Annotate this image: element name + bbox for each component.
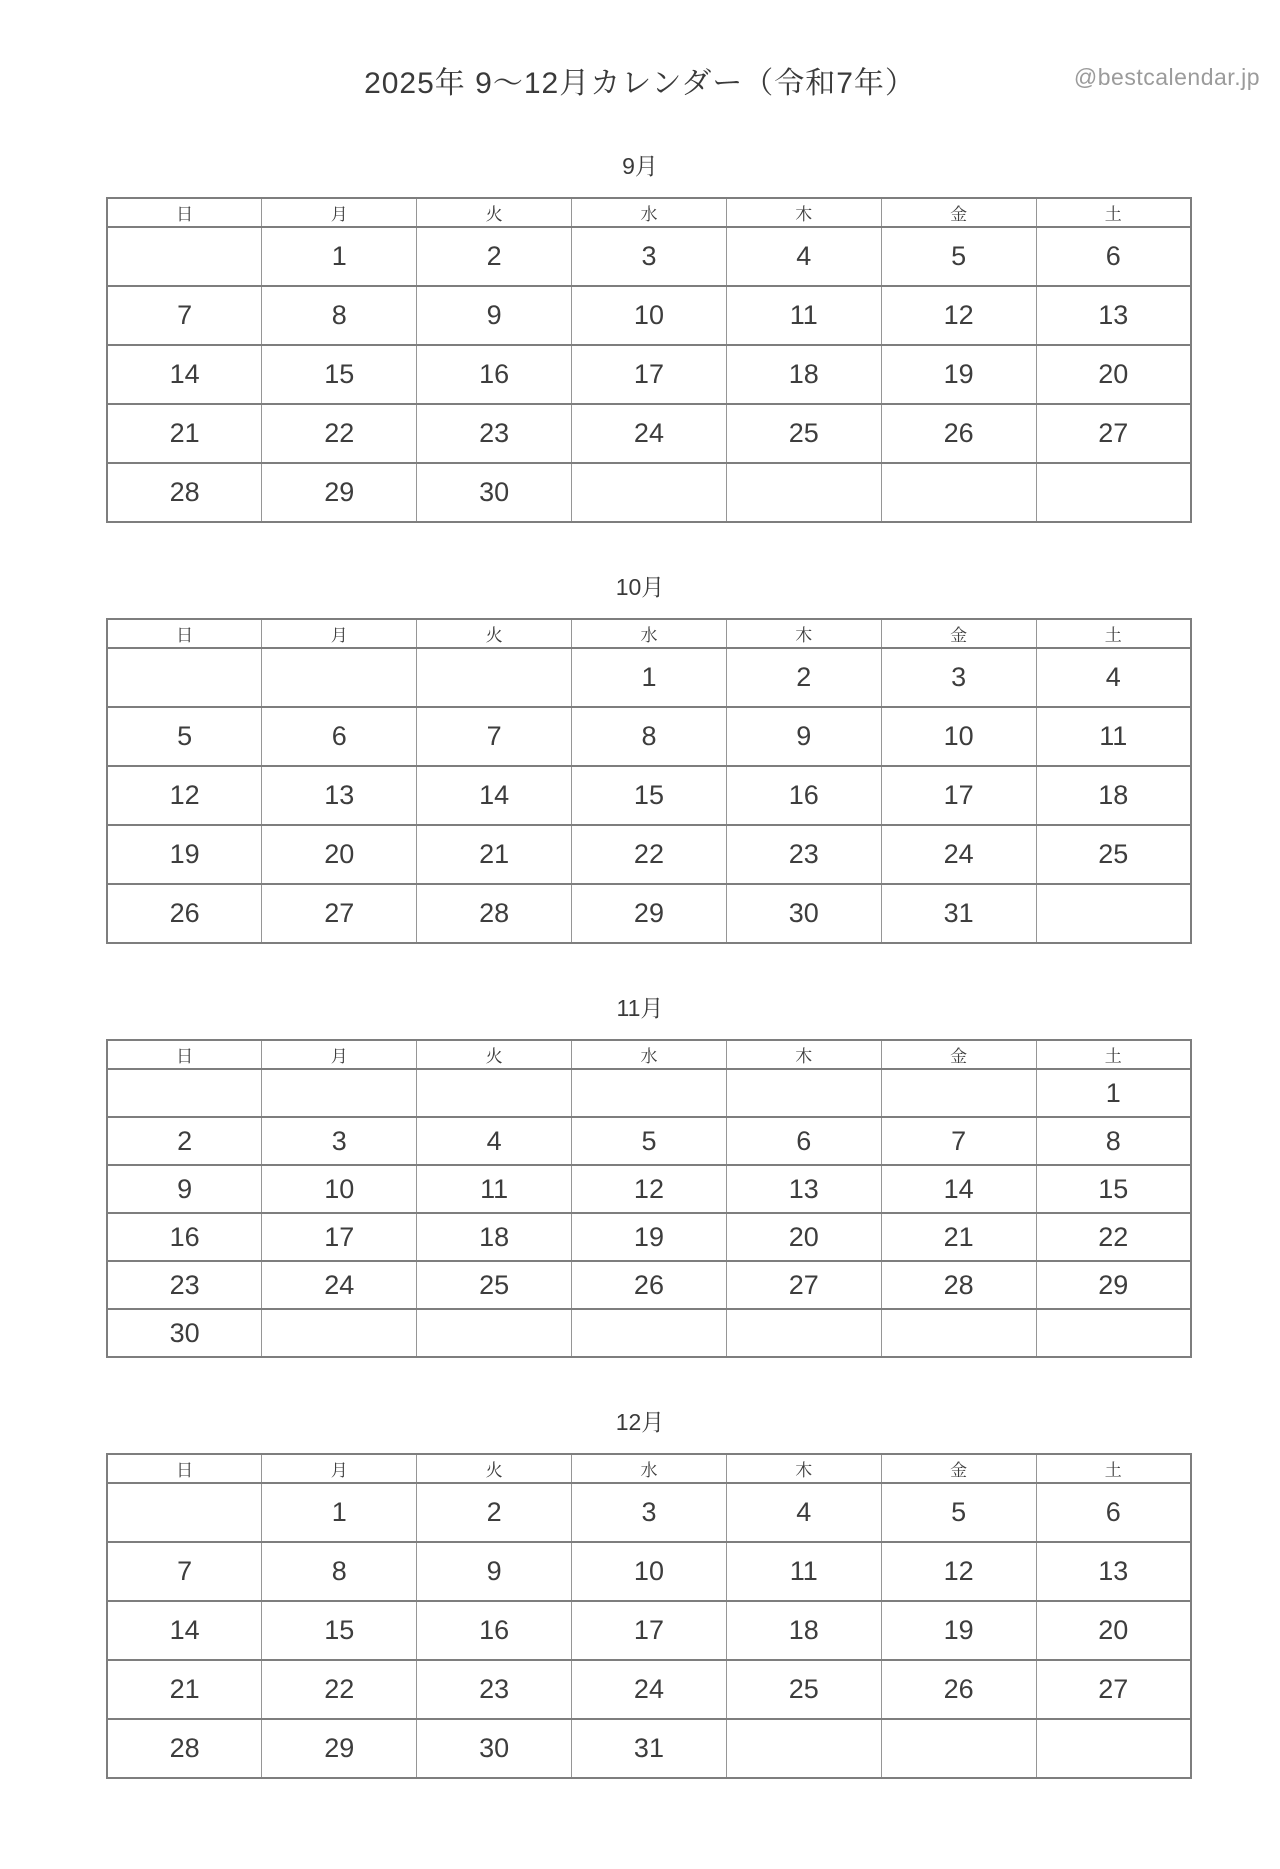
day-cell: 28 xyxy=(417,884,572,943)
day-cell: 17 xyxy=(572,1601,727,1660)
day-cell: 5 xyxy=(107,707,262,766)
weekday-header-row xyxy=(107,1040,1191,1069)
day-cell: 21 xyxy=(107,1660,262,1719)
empty-cell xyxy=(262,1069,417,1117)
day-cell: 18 xyxy=(1036,766,1191,825)
day-cell: 12 xyxy=(881,1542,1036,1601)
day-cell: 18 xyxy=(726,1601,881,1660)
weekday-header: 水 xyxy=(572,1040,727,1069)
day-cell: 24 xyxy=(572,1660,727,1719)
month-title: 10月 xyxy=(615,574,665,600)
day-cell: 20 xyxy=(1036,345,1191,404)
week-row xyxy=(107,227,1191,286)
day-cell: 22 xyxy=(262,1660,417,1719)
day-cell: 1 xyxy=(572,648,727,707)
day-cell: 30 xyxy=(107,1309,262,1357)
week-row xyxy=(107,884,1191,943)
day-cell: 19 xyxy=(107,825,262,884)
day-cell: 31 xyxy=(572,1719,727,1778)
empty-cell xyxy=(262,1309,417,1357)
week-row xyxy=(107,1117,1191,1165)
day-cell: 24 xyxy=(881,825,1036,884)
weekday-header: 日 xyxy=(107,198,262,227)
empty-cell xyxy=(1036,1719,1191,1778)
weekday-header: 木 xyxy=(726,1454,881,1483)
weekday-header: 火 xyxy=(417,1040,572,1069)
empty-cell xyxy=(262,648,417,707)
day-cell: 13 xyxy=(726,1165,881,1213)
weekday-header: 土 xyxy=(1036,198,1191,227)
week-row xyxy=(107,404,1191,463)
day-cell: 22 xyxy=(1036,1213,1191,1261)
day-cell: 2 xyxy=(417,227,572,286)
day-cell: 6 xyxy=(726,1117,881,1165)
empty-cell xyxy=(417,1309,572,1357)
day-cell: 27 xyxy=(1036,1660,1191,1719)
day-cell: 19 xyxy=(881,1601,1036,1660)
weekday-header-row xyxy=(107,619,1191,648)
day-cell: 8 xyxy=(262,1542,417,1601)
week-row xyxy=(107,1261,1191,1309)
empty-cell xyxy=(107,1483,262,1542)
weekday-header: 金 xyxy=(881,198,1036,227)
day-cell: 13 xyxy=(1036,286,1191,345)
day-cell: 22 xyxy=(572,825,727,884)
week-row xyxy=(107,1483,1191,1542)
empty-cell xyxy=(417,648,572,707)
weekday-header: 日 xyxy=(107,1040,262,1069)
day-cell: 23 xyxy=(726,825,881,884)
day-cell: 9 xyxy=(107,1165,262,1213)
empty-cell xyxy=(107,1069,262,1117)
day-cell: 20 xyxy=(1036,1601,1191,1660)
month-section xyxy=(0,148,1280,523)
day-cell: 16 xyxy=(417,345,572,404)
week-row xyxy=(107,1309,1191,1357)
day-cell: 30 xyxy=(417,463,572,522)
weekday-header: 水 xyxy=(572,198,727,227)
day-cell: 13 xyxy=(262,766,417,825)
day-cell: 28 xyxy=(107,1719,262,1778)
day-cell: 2 xyxy=(107,1117,262,1165)
day-cell: 28 xyxy=(107,463,262,522)
week-row xyxy=(107,648,1191,707)
day-cell: 5 xyxy=(881,1483,1036,1542)
empty-cell xyxy=(572,463,727,522)
day-cell: 25 xyxy=(726,404,881,463)
day-cell: 9 xyxy=(726,707,881,766)
week-row xyxy=(107,825,1191,884)
day-cell: 29 xyxy=(262,1719,417,1778)
day-cell: 3 xyxy=(572,227,727,286)
weekday-header: 水 xyxy=(572,619,727,648)
day-cell: 20 xyxy=(262,825,417,884)
day-cell: 8 xyxy=(572,707,727,766)
day-cell: 12 xyxy=(572,1165,727,1213)
day-cell: 18 xyxy=(726,345,881,404)
day-cell: 4 xyxy=(726,1483,881,1542)
empty-cell xyxy=(726,1069,881,1117)
empty-cell xyxy=(881,463,1036,522)
day-cell: 17 xyxy=(262,1213,417,1261)
day-cell: 18 xyxy=(417,1213,572,1261)
day-cell: 21 xyxy=(417,825,572,884)
day-cell: 10 xyxy=(262,1165,417,1213)
day-cell: 26 xyxy=(881,1660,1036,1719)
day-cell: 26 xyxy=(572,1261,727,1309)
day-cell: 27 xyxy=(1036,404,1191,463)
day-cell: 14 xyxy=(107,1601,262,1660)
weekday-header: 月 xyxy=(262,619,417,648)
day-cell: 6 xyxy=(1036,1483,1191,1542)
day-cell: 30 xyxy=(417,1719,572,1778)
month-title: 12月 xyxy=(615,1409,665,1435)
day-cell: 7 xyxy=(417,707,572,766)
day-cell: 27 xyxy=(262,884,417,943)
weekday-header: 木 xyxy=(726,1040,881,1069)
day-cell: 16 xyxy=(107,1213,262,1261)
day-cell: 4 xyxy=(1036,648,1191,707)
day-cell: 16 xyxy=(726,766,881,825)
day-cell: 15 xyxy=(1036,1165,1191,1213)
day-cell: 12 xyxy=(107,766,262,825)
weekday-header: 木 xyxy=(726,198,881,227)
empty-cell xyxy=(881,1069,1036,1117)
week-row xyxy=(107,1069,1191,1117)
month-section xyxy=(0,1404,1280,1779)
month-title: 9月 xyxy=(622,153,658,179)
day-cell: 14 xyxy=(417,766,572,825)
day-cell: 10 xyxy=(881,707,1036,766)
day-cell: 11 xyxy=(726,1542,881,1601)
day-cell: 11 xyxy=(417,1165,572,1213)
day-cell: 7 xyxy=(107,286,262,345)
day-cell: 27 xyxy=(726,1261,881,1309)
week-row xyxy=(107,1542,1191,1601)
weekday-header: 日 xyxy=(107,619,262,648)
weekday-header: 日 xyxy=(107,1454,262,1483)
page-title: 2025年 9〜12月カレンダー（令和7年） xyxy=(364,67,916,100)
day-cell: 19 xyxy=(881,345,1036,404)
weekday-header: 木 xyxy=(726,619,881,648)
week-row xyxy=(107,1660,1191,1719)
weekday-header: 火 xyxy=(417,1454,572,1483)
empty-cell xyxy=(107,227,262,286)
empty-cell xyxy=(1036,1309,1191,1357)
day-cell: 25 xyxy=(1036,825,1191,884)
weekday-header: 月 xyxy=(262,1454,417,1483)
months-container xyxy=(0,148,1280,1779)
day-cell: 15 xyxy=(262,345,417,404)
weekday-header: 土 xyxy=(1036,1040,1191,1069)
empty-cell xyxy=(572,1069,727,1117)
day-cell: 5 xyxy=(881,227,1036,286)
week-row xyxy=(107,1601,1191,1660)
day-cell: 20 xyxy=(726,1213,881,1261)
day-cell: 12 xyxy=(881,286,1036,345)
day-cell: 29 xyxy=(1036,1261,1191,1309)
week-row xyxy=(107,707,1191,766)
day-cell: 31 xyxy=(881,884,1036,943)
weekday-header: 土 xyxy=(1036,619,1191,648)
weekday-header: 月 xyxy=(262,198,417,227)
day-cell: 6 xyxy=(1036,227,1191,286)
week-row xyxy=(107,463,1191,522)
day-cell: 4 xyxy=(726,227,881,286)
day-cell: 26 xyxy=(107,884,262,943)
day-cell: 7 xyxy=(107,1542,262,1601)
day-cell: 10 xyxy=(572,286,727,345)
day-cell: 1 xyxy=(262,227,417,286)
day-cell: 28 xyxy=(881,1261,1036,1309)
day-cell: 14 xyxy=(107,345,262,404)
day-cell: 11 xyxy=(1036,707,1191,766)
day-cell: 19 xyxy=(572,1213,727,1261)
empty-cell xyxy=(881,1309,1036,1357)
day-cell: 17 xyxy=(572,345,727,404)
empty-cell xyxy=(726,1309,881,1357)
week-row xyxy=(107,1719,1191,1778)
weekday-header: 水 xyxy=(572,1454,727,1483)
empty-cell xyxy=(1036,884,1191,943)
month-section xyxy=(0,569,1280,944)
day-cell: 9 xyxy=(417,286,572,345)
month-section xyxy=(0,990,1280,1358)
day-cell: 15 xyxy=(572,766,727,825)
day-cell: 23 xyxy=(417,404,572,463)
day-cell: 15 xyxy=(262,1601,417,1660)
day-cell: 24 xyxy=(572,404,727,463)
month-calendar-table xyxy=(106,618,1192,944)
empty-cell xyxy=(881,1719,1036,1778)
day-cell: 1 xyxy=(262,1483,417,1542)
day-cell: 26 xyxy=(881,404,1036,463)
day-cell: 24 xyxy=(262,1261,417,1309)
day-cell: 16 xyxy=(417,1601,572,1660)
day-cell: 22 xyxy=(262,404,417,463)
day-cell: 3 xyxy=(262,1117,417,1165)
weekday-header: 金 xyxy=(881,619,1036,648)
empty-cell xyxy=(726,1719,881,1778)
day-cell: 23 xyxy=(417,1660,572,1719)
day-cell: 7 xyxy=(881,1117,1036,1165)
day-cell: 29 xyxy=(262,463,417,522)
weekday-header: 土 xyxy=(1036,1454,1191,1483)
day-cell: 10 xyxy=(572,1542,727,1601)
day-cell: 11 xyxy=(726,286,881,345)
site-watermark: @bestcalendar.jp xyxy=(1073,64,1260,90)
day-cell: 3 xyxy=(881,648,1036,707)
weekday-header: 金 xyxy=(881,1454,1036,1483)
day-cell: 29 xyxy=(572,884,727,943)
empty-cell xyxy=(107,648,262,707)
day-cell: 4 xyxy=(417,1117,572,1165)
month-calendar-table xyxy=(106,197,1192,523)
day-cell: 21 xyxy=(107,404,262,463)
weekday-header: 火 xyxy=(417,619,572,648)
weekday-header: 火 xyxy=(417,198,572,227)
week-row xyxy=(107,1165,1191,1213)
month-calendar-table xyxy=(106,1039,1192,1358)
day-cell: 14 xyxy=(881,1165,1036,1213)
week-row xyxy=(107,1213,1191,1261)
week-row xyxy=(107,345,1191,404)
week-row xyxy=(107,286,1191,345)
empty-cell xyxy=(417,1069,572,1117)
day-cell: 8 xyxy=(262,286,417,345)
week-row xyxy=(107,766,1191,825)
day-cell: 17 xyxy=(881,766,1036,825)
weekday-header: 月 xyxy=(262,1040,417,1069)
weekday-header-row xyxy=(107,1454,1191,1483)
weekday-header: 金 xyxy=(881,1040,1036,1069)
day-cell: 8 xyxy=(1036,1117,1191,1165)
day-cell: 23 xyxy=(107,1261,262,1309)
day-cell: 25 xyxy=(726,1660,881,1719)
empty-cell xyxy=(726,463,881,522)
day-cell: 21 xyxy=(881,1213,1036,1261)
day-cell: 25 xyxy=(417,1261,572,1309)
day-cell: 1 xyxy=(1036,1069,1191,1117)
month-calendar-table xyxy=(106,1453,1192,1779)
day-cell: 5 xyxy=(572,1117,727,1165)
empty-cell xyxy=(572,1309,727,1357)
day-cell: 2 xyxy=(417,1483,572,1542)
empty-cell xyxy=(1036,463,1191,522)
day-cell: 30 xyxy=(726,884,881,943)
day-cell: 13 xyxy=(1036,1542,1191,1601)
day-cell: 2 xyxy=(726,648,881,707)
day-cell: 3 xyxy=(572,1483,727,1542)
day-cell: 6 xyxy=(262,707,417,766)
month-title: 11月 xyxy=(616,995,664,1021)
weekday-header-row xyxy=(107,198,1191,227)
day-cell: 9 xyxy=(417,1542,572,1601)
